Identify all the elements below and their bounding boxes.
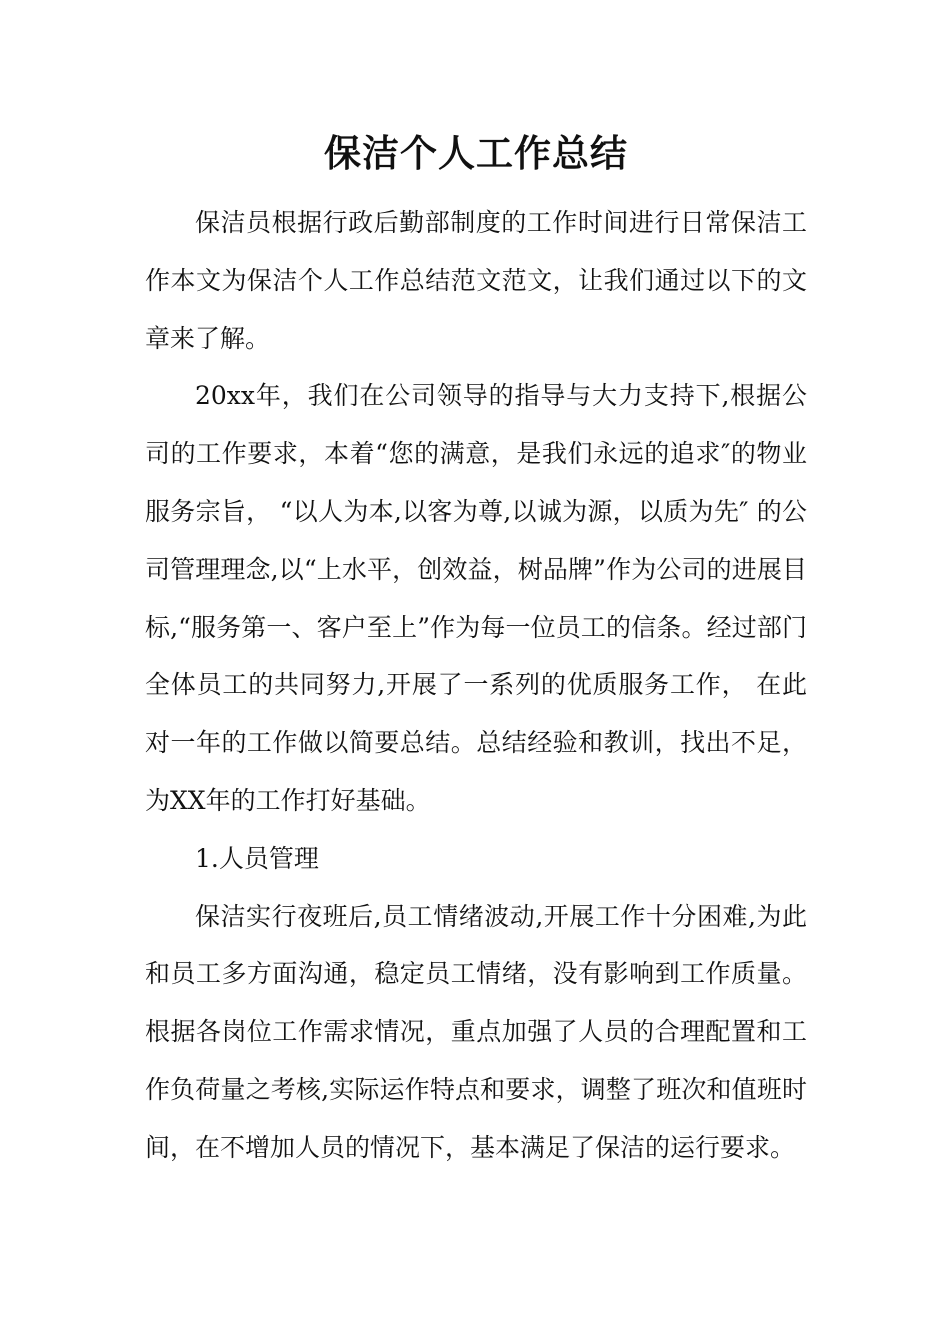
section-heading-personnel: 1.人员管理 xyxy=(195,843,319,873)
document-page xyxy=(145,0,807,1177)
paragraph-annual-summary: 20xx年，我们在公司领导的指导与大力支持下,根据公司的工作要求，本着“您的满意，是我们永远的追求″的物业服务宗旨， “以人为本,以客为尊,以诚为源，以质为先″ 的公司管理理念,以“上水平，创效益，树品牌”作为公司的进展目标,“服务第一、客户至上”作为每一位员工的信条。经过部门全体员工的共同努力,开展了一系列的优质服务工作， 在此对一年的工作做以简要总结。总结经验和教训，找出不足，为XX年的工作打好基础。 xyxy=(145,381,807,815)
paragraph-intro: 保洁员根据行政后勤部制度的工作时间进行日常保洁工作本文为保洁个人工作总结范文范文，让我们通过以下的文章来了解。 xyxy=(145,208,807,353)
paragraph-personnel-management: 保洁实行夜班后,员工情绪波动,开展工作十分困难,为此和员工多方面沟通，稳定员工情绪，没有影响到工作质量。根据各岗位工作需求情况，重点加强了人员的合理配置和工作负荷量之考核,实际运作特点和要求，调整了班次和值班时间，在不增加人员的情况下，基本满足了保洁的运行要求。 xyxy=(145,901,807,1162)
document-body xyxy=(145,194,807,1177)
document-title: 保洁个人工作总结 xyxy=(324,131,628,175)
